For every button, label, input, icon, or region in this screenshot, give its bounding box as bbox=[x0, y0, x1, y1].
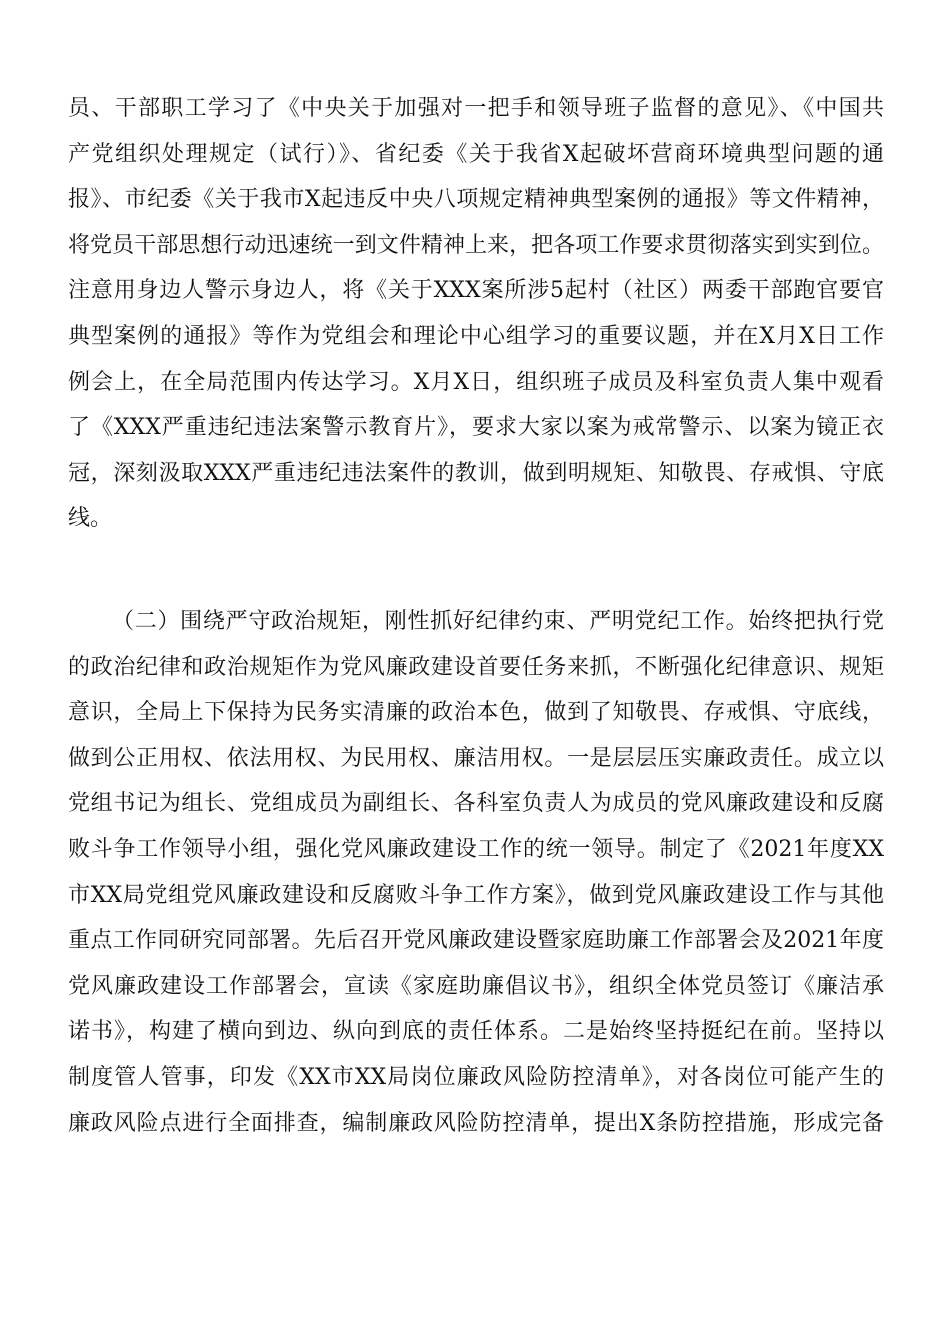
paragraph-2 bbox=[68, 599, 884, 1146]
text-line: 员、干部职工学习了《中央关于加强对一把手和领导班子监督的意见》、《中国共 bbox=[68, 96, 884, 121]
text-line: 典型案例的通报》等作为党组会和理论中心组学习的重要议题，并在X月X日工作 bbox=[68, 323, 884, 349]
section-heading-line: （二）围绕严守政治规矩，刚性抓好纪律约束、严明党纪工作。始终把执行党 bbox=[112, 609, 884, 634]
text-line: 例会上，在全局范围内传达学习。X月X日，组织班子成员及科室负责人集中观看 bbox=[68, 369, 884, 395]
text-line: 重点工作同研究同部署。先后召开党风廉政建设暨家庭助廉工作部署会及2021年度 bbox=[68, 928, 884, 954]
text-line: 败斗争工作领导小组，强化党风廉政建设工作的统一领导。制定了《2021年度XX bbox=[68, 836, 884, 862]
paragraph-1 bbox=[68, 86, 884, 542]
text-line: 注意用身边人警示身边人，将《关于XXX案所涉5起村（社区）两委干部跑官要官 bbox=[68, 278, 884, 304]
text-line: 了《XXX严重违纪违法案警示教育片》，要求大家以案为戒常警示、以案为镜正衣 bbox=[68, 415, 884, 441]
text-line: 廉政风险点进行全面排查，编制廉政风险防控清单，提出X条防控措施，形成完备 bbox=[68, 1110, 884, 1136]
text-line: 诺书》，构建了横向到边、纵向到底的责任体系。二是始终坚持挺纪在前。坚持以 bbox=[68, 1019, 884, 1045]
text-line: 冠，深刻汲取XXX严重违纪违法案件的教训，做到明规矩、知敬畏、存戒惧、守底 bbox=[68, 460, 884, 486]
text-line: 市XX局党组党风廉政建设和反腐败斗争工作方案》，做到党风廉政建设工作与其他 bbox=[68, 882, 884, 908]
text-line: 做到公正用权、依法用权、为民用权、廉洁用权。一是层层压实廉政责任。成立以 bbox=[68, 745, 884, 771]
text-line: 产党组织处理规定（试行）》、省纪委《关于我省X起破坏营商环境典型问题的通 bbox=[68, 141, 884, 167]
text-line: 意识，全局上下保持为民务实清廉的政治本色，做到了知敬畏、存戒惧、守底线， bbox=[68, 700, 884, 726]
text-line: 制度管人管事，印发《XX市XX局岗位廉政风险防控清单》，对各岗位可能产生的 bbox=[68, 1064, 884, 1090]
text-line: 党风廉政建设工作部署会，宣读《家庭助廉倡议书》，组织全体党员签订《廉洁承 bbox=[68, 973, 884, 999]
text-line: 线。 bbox=[68, 506, 113, 532]
text-line: 党组书记为组长、党组成员为副组长、各科室负责人为成员的党风廉政建设和反腐 bbox=[68, 791, 884, 817]
text-line: 报》、市纪委《关于我市X起违反中央八项规定精神典型案例的通报》等文件精神， bbox=[68, 187, 884, 213]
text-line: 将党员干部思想行动迅速统一到文件精神上来，把各项工作要求贯彻落实到实到位。 bbox=[68, 232, 884, 258]
text-line: 的政治纪律和政治规矩作为党风廉政建设首要任务来抓，不断强化纪律意识、规矩 bbox=[68, 654, 884, 680]
